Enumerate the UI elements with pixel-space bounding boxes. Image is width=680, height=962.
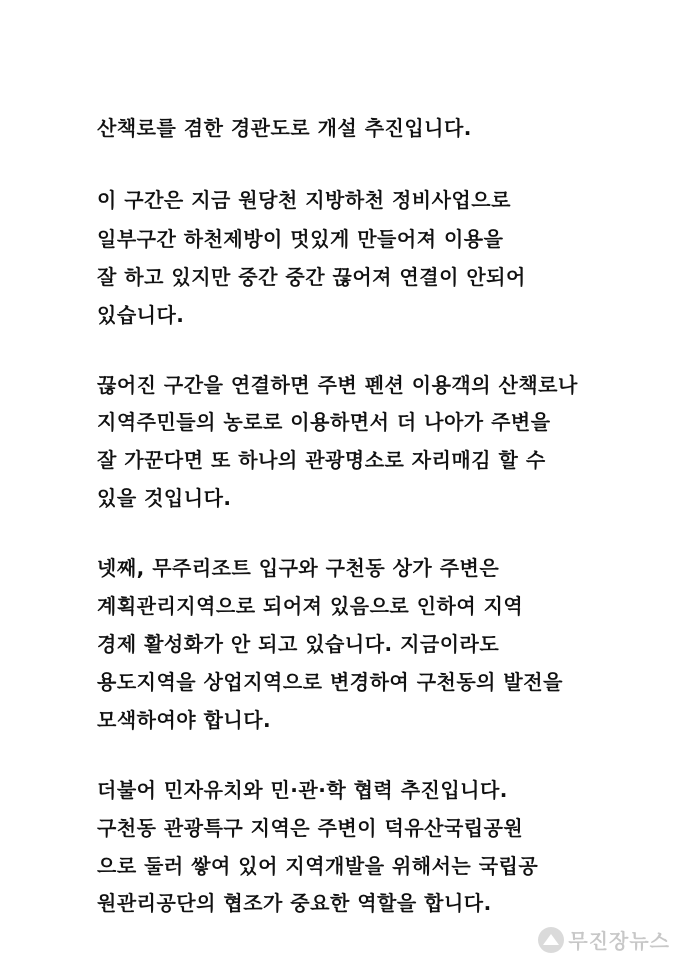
paragraph-5-line-3: 으로 둘러 쌓여 있어 지역개발을 위해서는 국립공: [97, 854, 539, 878]
paragraph-1-line-1: 산책로를 겸한 경관도로 개설 추진입니다.: [97, 116, 472, 140]
paragraph-4-line-2: 계획관리지역으로 되어져 있음으로 인하여 지역: [97, 594, 524, 618]
paragraph-5-line-1: 더불어 민자유치와 민·관·학 협력 추진입니다.: [97, 778, 508, 802]
paragraph-3-line-1: 끊어진 구간을 연결하면 주변 펜션 이용객의 산책로나: [97, 373, 578, 397]
watermark: [538, 925, 670, 954]
paragraph-5-line-4: 원관리공단의 협조가 중요한 역할을 합니다.: [97, 891, 492, 915]
paragraph-2-line-2: 일부구간 하천제방이 멋있게 만들어져 이용을: [97, 227, 504, 251]
paragraph-3-line-2: 지역주민들의 농로로 이용하면서 더 나아가 주변을: [97, 410, 551, 434]
mountain-logo-icon: [538, 927, 564, 953]
paragraph-5-line-2: 구천동 관광특구 지역은 주변이 덕유산국립공원: [97, 816, 524, 840]
paragraph-3-line-3: 잘 가꾼다면 또 하나의 관광명소로 자리매김 할 수: [97, 448, 546, 472]
paragraph-2-line-3: 잘 하고 있지만 중간 중간 끊어져 연결이 안되어: [97, 265, 526, 289]
watermark-text: 무진장뉴스: [568, 929, 670, 953]
paragraph-4-line-4: 용도지역을 상업지역으로 변경하여 구천동의 발전을: [97, 670, 563, 694]
paragraph-2-line-4: 있습니다.: [97, 303, 185, 327]
paragraph-4-line-1: 넷째, 무주리조트 입구와 구천동 상가 주변은: [97, 556, 500, 580]
paragraph-4-line-3: 경제 활성화가 안 되고 있습니다. 지금이라도: [97, 632, 500, 656]
paragraph-4-line-5: 모색하여야 합니다.: [97, 708, 272, 732]
paragraph-3-line-4: 있을 것입니다.: [97, 486, 232, 510]
paragraph-2-line-1: 이 구간은 지금 원당천 지방하천 정비사업으로: [97, 188, 511, 212]
